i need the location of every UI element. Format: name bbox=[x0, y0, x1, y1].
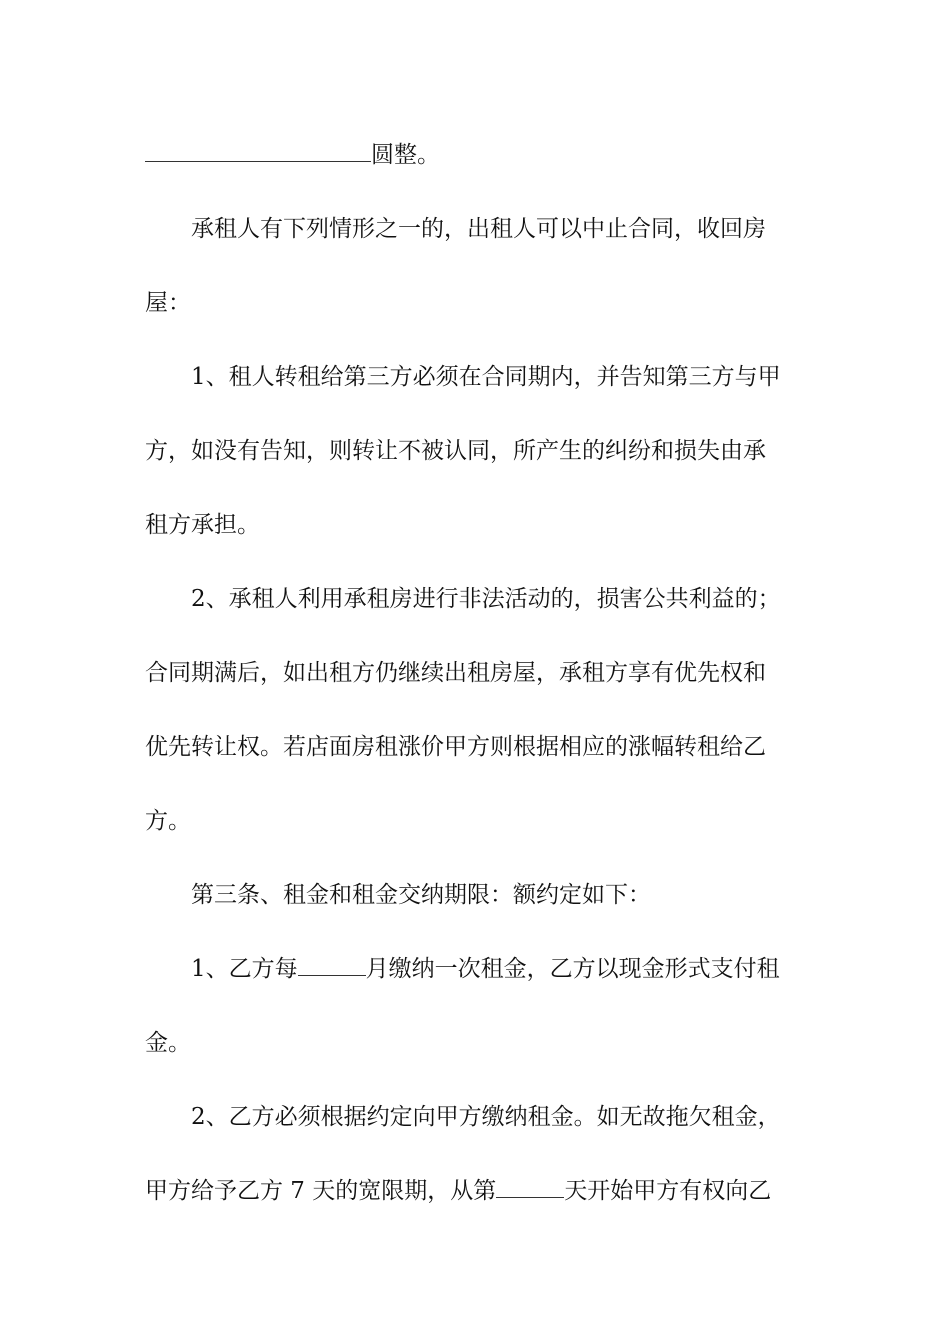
line-text: 合同期满后，如出租方仍继续出租房屋，承租方享有优先权和 bbox=[145, 660, 766, 686]
paragraph-rent-item-2 bbox=[145, 1080, 815, 1228]
document-body bbox=[145, 118, 815, 1228]
line-text: 金。 bbox=[145, 1030, 191, 1056]
line-text: 承租人有下列情形之一的，出租人可以中止合同，收回房 bbox=[191, 216, 766, 242]
line-text: 屋： bbox=[145, 290, 191, 316]
line-text: 1、乙方每 bbox=[191, 956, 298, 982]
blank-amount bbox=[145, 143, 371, 162]
blank-days bbox=[496, 1179, 564, 1198]
line-text: 方，如没有告知，则转让不被认同，所产生的纠纷和损失由承 bbox=[145, 438, 766, 464]
line-rent-frequency bbox=[145, 932, 815, 1006]
article-heading: 第三条、租金和租金交纳期限：额约定如下： bbox=[191, 882, 651, 908]
line-grace-period bbox=[145, 1154, 815, 1228]
line-text: 月缴纳一次租金，乙方以现金形式支付租 bbox=[365, 956, 780, 982]
paragraph-item-2-illegal-use bbox=[145, 562, 815, 858]
line-text: 甲方给予乙方 7 天的宽限期，从第 bbox=[145, 1178, 497, 1204]
line-text: 方。 bbox=[145, 808, 191, 834]
paragraph-termination-conditions bbox=[145, 192, 815, 340]
paragraph-article-3-heading bbox=[145, 858, 815, 932]
line-text: 1、租人转租给第三方必须在合同期内，并告知第三方与甲 bbox=[191, 364, 781, 390]
paragraph-item-1-sublease bbox=[145, 340, 815, 562]
line-text: 租方承担。 bbox=[145, 512, 260, 538]
line-text: 2、承租人利用承租房进行非法活动的，损害公共利益的； bbox=[191, 586, 781, 612]
paragraph-amount bbox=[145, 118, 815, 192]
paragraph-rent-item-1 bbox=[145, 932, 815, 1080]
line-text: 优先转让权。若店面房租涨价甲方则根据相应的涨幅转租给乙 bbox=[145, 734, 766, 760]
line-text: 圆整。 bbox=[371, 142, 440, 168]
line-text: 2、乙方必须根据约定向甲方缴纳租金。如无故拖欠租金， bbox=[191, 1104, 781, 1130]
blank-months bbox=[298, 957, 366, 976]
line-amount bbox=[145, 118, 815, 192]
line-text: 天开始甲方有权向乙 bbox=[564, 1178, 772, 1204]
